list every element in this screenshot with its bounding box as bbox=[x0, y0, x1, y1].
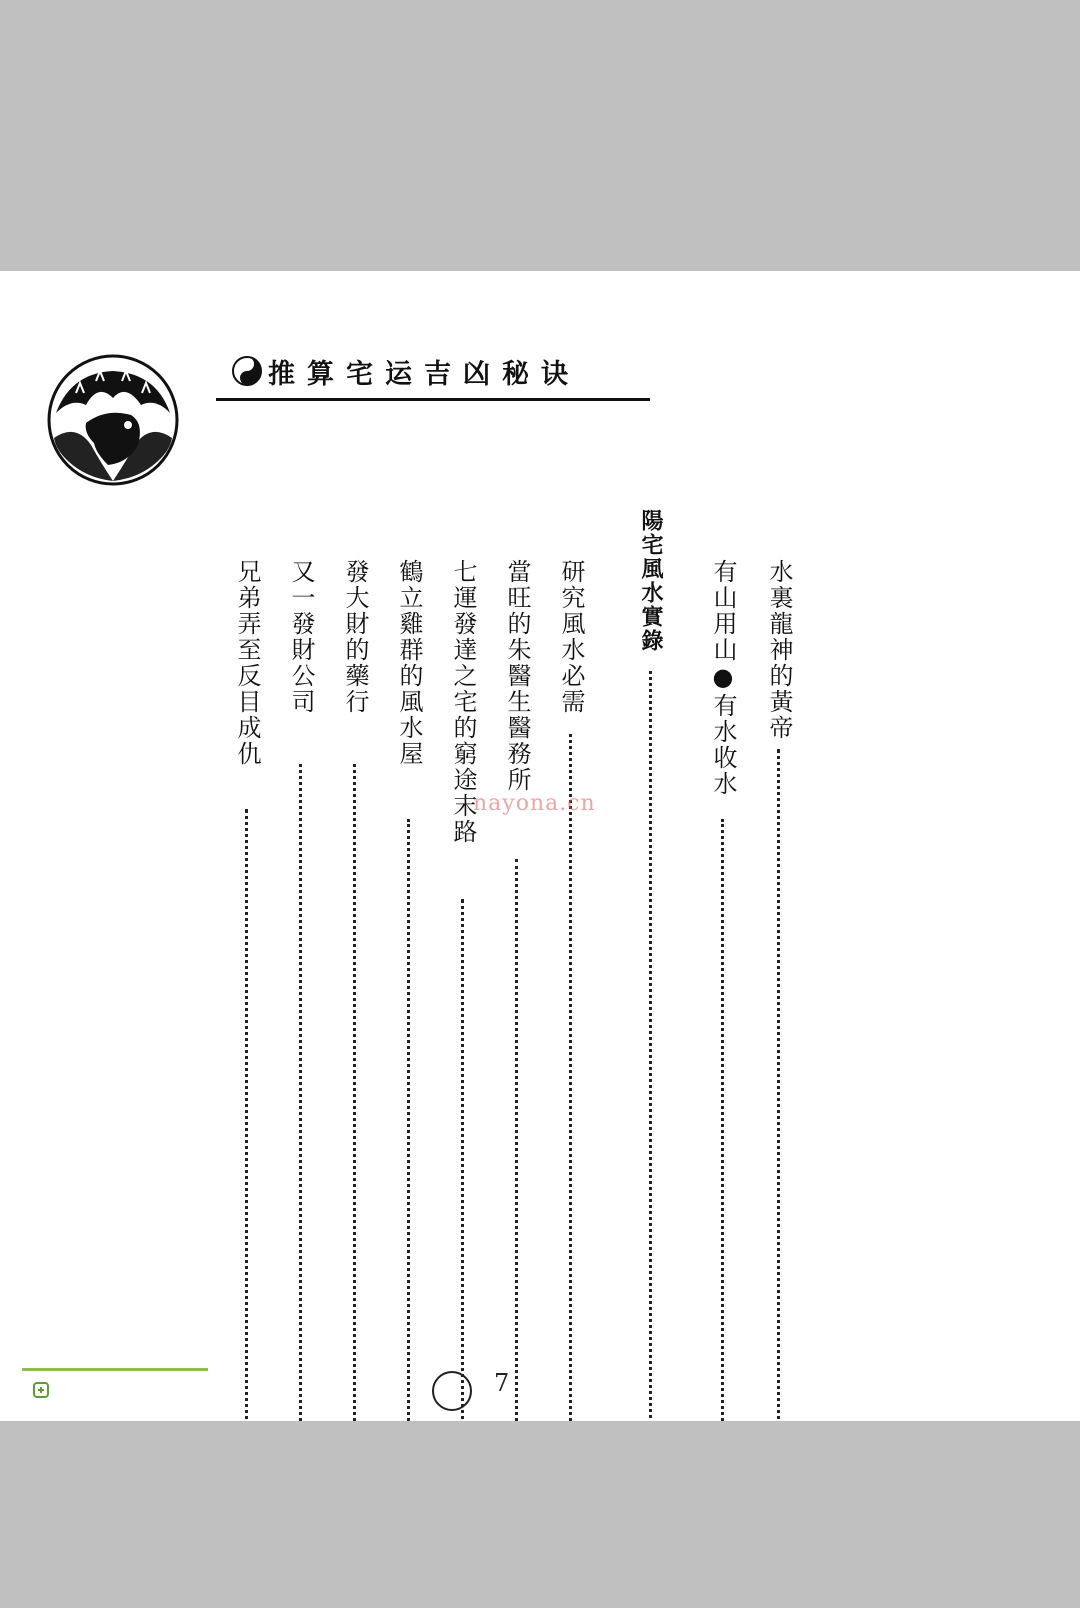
toc-section-title: 陽宅風水實錄 bbox=[638, 509, 664, 653]
toc-leader-dots bbox=[515, 859, 518, 1469]
toc-leader-dots bbox=[569, 734, 572, 1469]
toc-leader-dots bbox=[777, 749, 780, 1469]
footer-rule bbox=[22, 1368, 208, 1371]
book-page bbox=[0, 271, 1080, 1421]
toc-leader-dots bbox=[299, 764, 302, 1469]
toc-entry-title: 發大財的藥行 bbox=[341, 559, 369, 715]
top-gray-band bbox=[0, 0, 1080, 271]
bottom-gray-band bbox=[0, 1421, 1080, 1608]
watermark: nayona.cn bbox=[473, 791, 596, 816]
toc-entry-title: 當旺的朱醫生醫務所 bbox=[503, 559, 531, 793]
yin-yang-icon bbox=[232, 356, 262, 386]
page-number: 7 bbox=[494, 1369, 510, 1397]
toc-leader-dots bbox=[649, 671, 652, 1466]
toc-leader-dots bbox=[721, 819, 724, 1469]
toc-entry-title: 兄弟弄至反目成仇 bbox=[233, 559, 261, 767]
toc-leader-dots bbox=[245, 809, 248, 1469]
page-number-ornament bbox=[432, 1371, 472, 1411]
toc-leader-dots bbox=[353, 764, 356, 1469]
toc-entry-title: 鶴立雞群的風水屋 bbox=[395, 559, 423, 767]
toc-entry-title: 七運發達之宅的窮途末路 bbox=[449, 559, 477, 845]
toc-entry-title: 又一發財公司 bbox=[287, 559, 315, 715]
header-title-text: 推算宅运吉凶秘诀 bbox=[268, 358, 580, 390]
header-rule bbox=[216, 398, 650, 401]
header-title bbox=[232, 351, 580, 391]
toc-entry-title: 水裏龍神的黃帝 bbox=[765, 559, 793, 741]
fish-wave-emblem-icon bbox=[46, 353, 180, 487]
toc-entry-title: 研究風水必需 bbox=[557, 559, 585, 715]
toc-section[interactable] bbox=[634, 509, 668, 1529]
publisher-logo-icon bbox=[30, 1379, 70, 1399]
toc-entry-title: 有山用山●有水收水 bbox=[709, 559, 737, 797]
toc-leader-dots bbox=[407, 819, 410, 1469]
